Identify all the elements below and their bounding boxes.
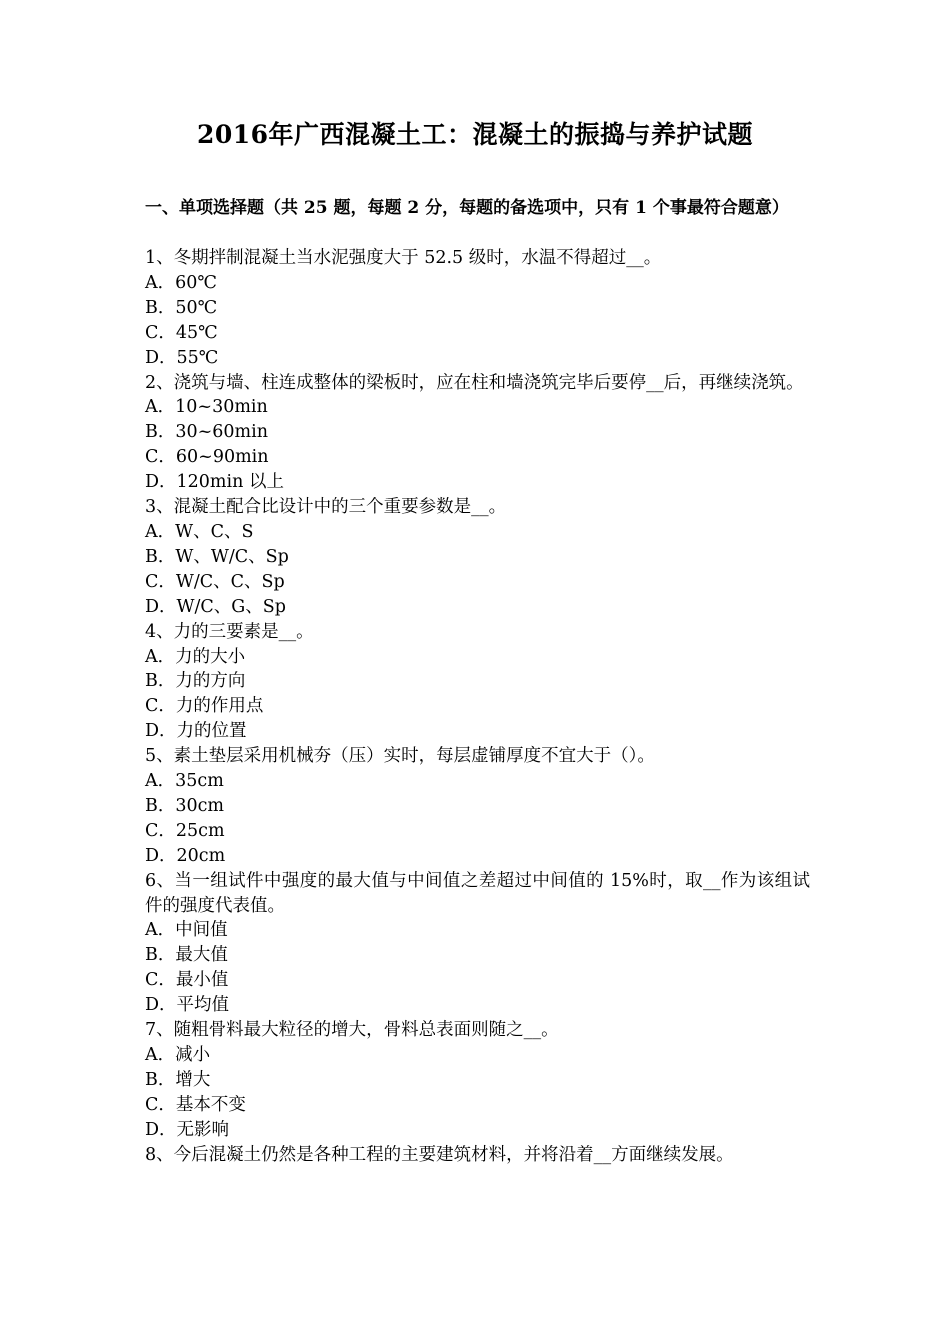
question-stem: 1、冬期拌制混凝土当水泥强度大于 52.5 级时，水温不得超过__。 — [145, 248, 662, 268]
page-title: 2016年广西混凝土工：混凝土的振捣与养护试题 — [196, 120, 754, 149]
option-d: D．20cm — [145, 845, 226, 866]
option-a: A．中间值 — [145, 920, 228, 941]
option-c: C．力的作用点 — [145, 696, 264, 717]
option-a: A．35cm — [145, 771, 224, 792]
option-d: D．55℃ — [145, 347, 219, 368]
option-d: D．力的位置 — [145, 721, 247, 742]
question-stem: 4、力的三要素是__。 — [145, 621, 314, 642]
option-c: C．60~90min — [145, 447, 269, 468]
question-stem: 3、混凝土配合比设计中的三个重要参数是__。 — [145, 497, 507, 518]
question-5 — [145, 744, 810, 869]
option-a: A．力的大小 — [145, 646, 246, 667]
question-4 — [145, 620, 810, 745]
option-c: C．基本不变 — [145, 1094, 246, 1115]
option-a: A．减小 — [145, 1045, 211, 1065]
question-stem: 7、随粗骨料最大粒径的增大，骨料总表面则随之__。 — [145, 1020, 559, 1041]
question-1 — [145, 246, 810, 371]
option-c: C．最小值 — [145, 970, 229, 991]
option-b: B．最大值 — [145, 945, 228, 966]
question-2 — [145, 371, 810, 496]
option-b: B．50℃ — [145, 297, 218, 318]
option-c: C．45℃ — [145, 322, 218, 343]
option-b: B．30~60min — [145, 422, 269, 443]
question-7 — [145, 1018, 810, 1143]
question-stem: 5、素土垫层采用机械夯（压）实时，每层虚铺厚度不宜大于（）。 — [145, 746, 655, 767]
option-d: D．无影响 — [145, 1119, 230, 1140]
option-b: B．增大 — [145, 1069, 211, 1090]
section-heading: 一、单项选择题（共 25 题，每题 2 分，每题的备选项中，只有 1 个事最符合题意） — [145, 198, 789, 218]
question-stem: 6、当一组试件中强度的最大值与中间值之差超过中间值的 15%时，取__作为该组试件的强度代表值。 — [145, 870, 810, 916]
question-list — [145, 246, 810, 1168]
option-a: A．60℃ — [145, 272, 217, 293]
option-d: D．平均值 — [145, 995, 230, 1016]
option-d: D．W/C、G、Sp — [145, 596, 286, 617]
option-c: C．25cm — [145, 820, 225, 841]
question-stem: 8、今后混凝土仍然是各种工程的主要建筑材料，并将沿着__方面继续发展。 — [145, 1144, 734, 1165]
option-b: B．力的方向 — [145, 671, 246, 692]
question-3 — [145, 495, 810, 620]
option-c: C．W/C、C、Sp — [145, 571, 285, 592]
question-6 — [145, 869, 810, 1018]
question-8 — [145, 1143, 810, 1168]
option-b: B．W、W/C、Sp — [145, 546, 289, 567]
question-stem: 2、浇筑与墙、柱连成整体的梁板时，应在柱和墙浇筑完毕后要停__后，再继续浇筑。 — [145, 372, 804, 393]
option-b: B．30cm — [145, 795, 225, 816]
option-d: D．120min 以上 — [145, 472, 284, 493]
option-a: A．10~30min — [145, 397, 268, 418]
option-a: A．W、C、S — [145, 521, 254, 542]
